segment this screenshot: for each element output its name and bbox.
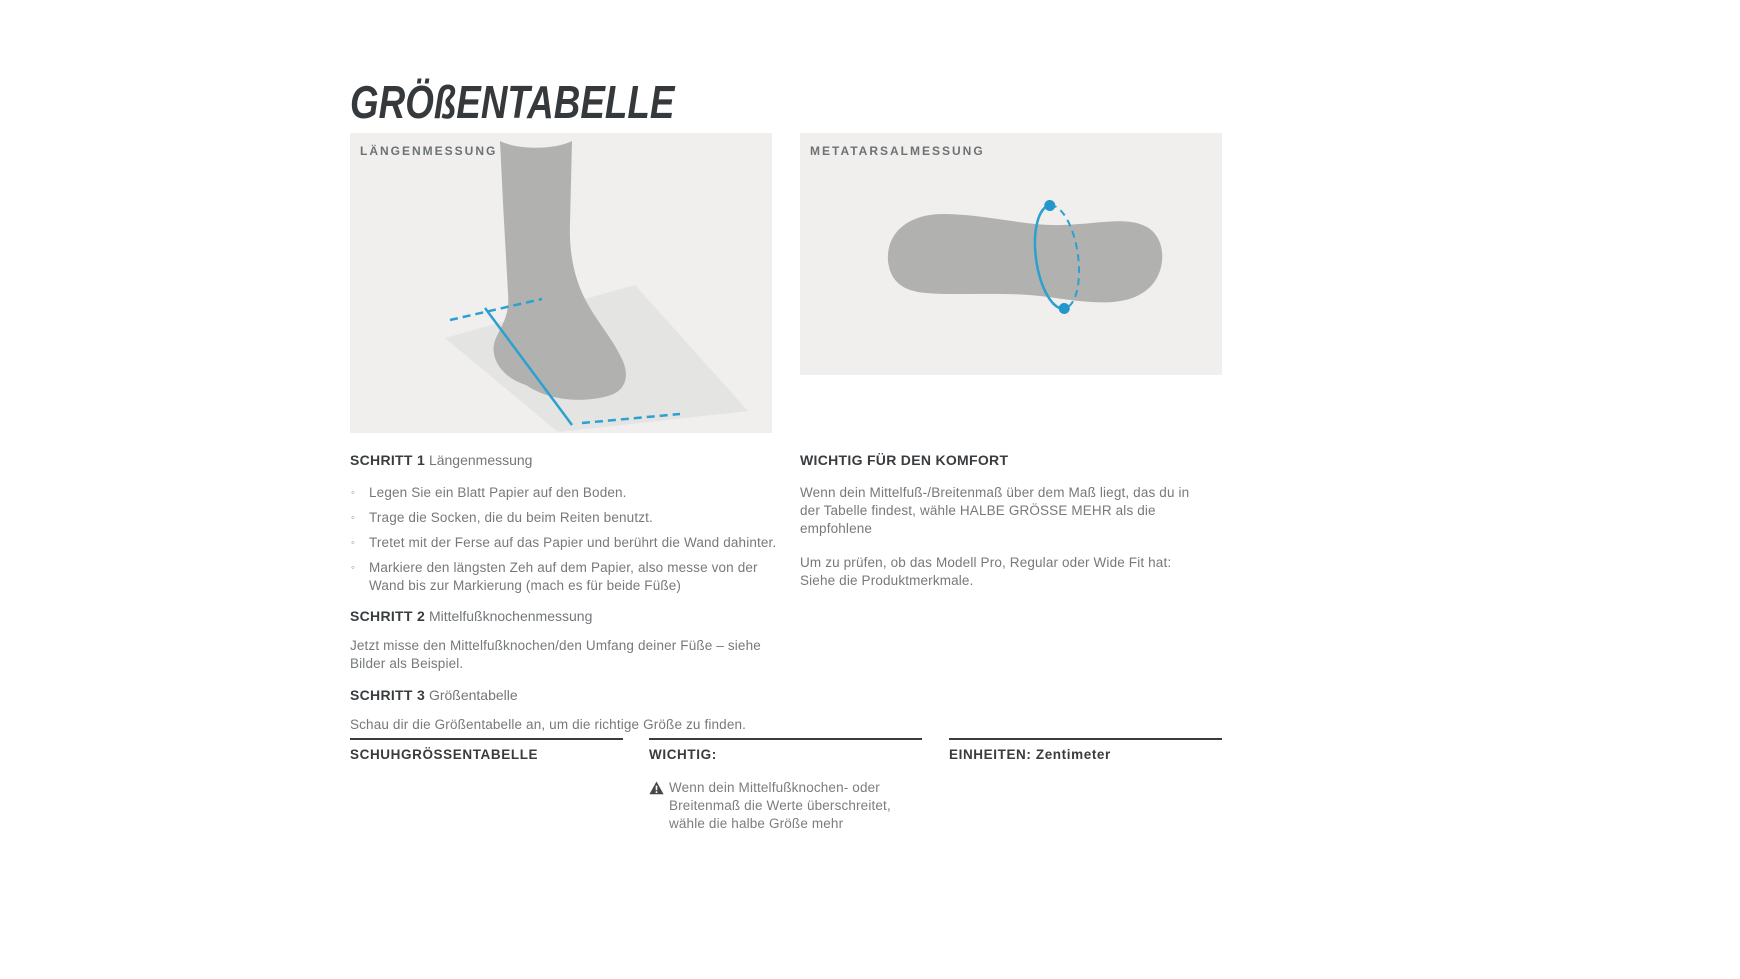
units-heading: EINHEITEN: Zentimeter — [949, 747, 1111, 762]
bullet-text: Markiere den längsten Zeh auf dem Papier, also messe von der Wand bis zur Markierung (mach es für beide Füße) — [369, 560, 758, 593]
warning-triangle-icon — [649, 779, 669, 833]
units-section — [949, 738, 1222, 764]
length-measurement-panel — [350, 133, 772, 433]
important-heading: WICHTIG: — [649, 747, 717, 762]
size-table-section — [350, 738, 623, 764]
step2-label: SCHRITT 2 — [350, 608, 426, 624]
foot-girth-illustration — [800, 133, 1222, 375]
bullet-icon: ◦ — [351, 512, 356, 524]
list-item — [350, 509, 782, 527]
step1-label: SCHRITT 1 — [350, 452, 426, 468]
bullet-text: Tretet mit der Ferse auf das Papier und berührt die Wand dahinter. — [369, 535, 777, 550]
step3-body: Schau dir die Größentabelle an, um die richtige Größe zu finden. — [350, 717, 747, 732]
girth-dot-bottom — [1058, 302, 1070, 314]
metatarsal-panel-label: METATARSALMESSUNG — [810, 144, 985, 158]
foot-sole-shape — [888, 214, 1162, 302]
bullet-icon: ◦ — [351, 487, 356, 499]
step2-body: Jetzt misse den Mittelfußknochen/den Umfang deiner Füße – siehe Bilder als Beispiel. — [350, 638, 761, 671]
comfort-para-1: Wenn dein Mittelfuß-/Breitenmaß über dem Maß liegt, das du in der Tabelle findest, wähle HALBE GRÖSSE MEHR als die empfohlene — [800, 485, 1190, 536]
step2-heading — [350, 608, 782, 625]
step3-title: Größentabelle — [428, 687, 518, 703]
step3-label: SCHRITT 3 — [350, 687, 426, 703]
step1-title: Längenmessung — [428, 452, 533, 468]
important-section — [649, 738, 922, 833]
instructions-column — [350, 452, 782, 748]
bullet-icon: ◦ — [351, 562, 356, 574]
foot-length-illustration — [350, 133, 772, 433]
page-title: GRÖßENTABELLE — [350, 75, 675, 128]
length-panel-label: LÄNGENMESSUNG — [360, 144, 498, 158]
foot-leg-shape — [494, 141, 626, 400]
list-item — [350, 559, 782, 595]
warning-note — [649, 779, 922, 833]
step1-bullet-list — [350, 484, 782, 595]
bullet-text: Trage die Socken, die du beim Reiten benutzt. — [369, 510, 653, 525]
warning-text: Wenn dein Mittelfußknochen- oder Breitenmaß die Werte überschreitet, wähle die halbe Größe mehr — [669, 780, 891, 831]
step1-heading — [350, 452, 782, 469]
comfort-para-2: Um zu prüfen, ob das Modell Pro, Regular oder Wide Fit hat: Siehe die Produktmerkmale. — [800, 555, 1172, 588]
girth-dot-top — [1044, 199, 1056, 211]
comfort-heading: WICHTIG FÜR DEN KOMFORT — [800, 452, 1009, 468]
bullet-icon: ◦ — [351, 537, 356, 549]
size-table-heading: SCHUHGRÖSSENTABELLE — [350, 747, 539, 762]
metatarsal-measurement-panel — [800, 133, 1222, 375]
comfort-column — [800, 452, 1200, 602]
bullet-text: Legen Sie ein Blatt Papier auf den Boden. — [369, 485, 627, 500]
list-item — [350, 484, 782, 502]
step2-title: Mittelfußknochenmessung — [428, 608, 593, 624]
step3-heading — [350, 687, 782, 704]
list-item — [350, 534, 782, 552]
